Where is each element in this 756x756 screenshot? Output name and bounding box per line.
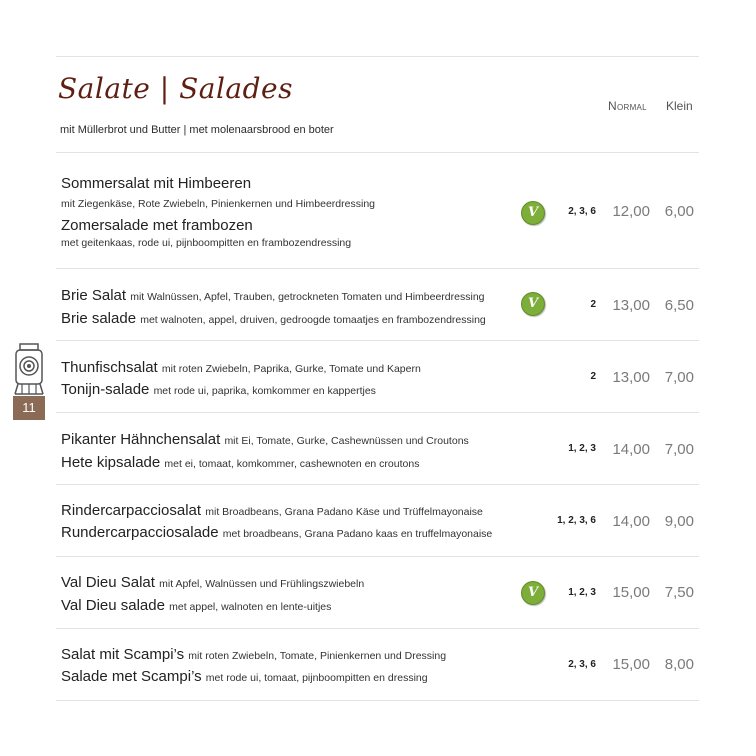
item-name-nl: Brie salade met walnoten, appel, druiven, gedroogde tomaatjes en frambozendressing xyxy=(61,310,486,327)
item-price-normal: 13,00 xyxy=(612,297,650,314)
item-name-nl: Salade met Scampi’s met rode ui, tomaat, pijnboompitten en dressing xyxy=(61,668,428,685)
item-allergens: 2, 3, 6 xyxy=(568,206,596,217)
item-name-de: Thunfischsalat mit roten Zwiebeln, Paprika, Gurke, Tomate und Kapern xyxy=(61,359,421,376)
item-price-normal: 15,00 xyxy=(612,656,650,673)
column-header-klein: Klein xyxy=(666,99,693,113)
divider xyxy=(56,56,699,57)
item-name-nl: Tonijn-salade met rode ui, paprika, komkommer en kappertjes xyxy=(61,381,376,398)
item-allergens: 1, 2, 3 xyxy=(568,443,596,454)
item-price-klein: 9,00 xyxy=(664,513,694,530)
divider xyxy=(56,412,699,413)
item-name-nl: Hete kipsalade met ei, tomaat, komkommer, cashewnoten en croutons xyxy=(61,454,420,471)
item-price-klein: 7,50 xyxy=(664,584,694,601)
item-name-de: Val Dieu Salat mit Apfel, Walnüssen und Frühlingszwiebeln xyxy=(61,574,365,591)
item-allergens: 2 xyxy=(590,299,596,310)
item-desc-de: mit Ziegenkäse, Rote Zwiebeln, Pinienkernen und Himbeerdressing xyxy=(61,198,375,210)
vegetarian-icon: V xyxy=(521,292,545,316)
vegetarian-icon: V xyxy=(521,581,545,605)
page-tab xyxy=(13,342,45,420)
item-price-klein: 6,50 xyxy=(664,297,694,314)
divider xyxy=(56,340,699,341)
item-name-de: Pikanter Hähnchensalat mit Ei, Tomate, Gurke, Cashewnüssen und Croutons xyxy=(61,431,469,448)
item-name-nl: Zomersalade met frambozen xyxy=(61,217,253,234)
item-price-normal: 14,00 xyxy=(612,441,650,458)
item-desc-nl: met geitenkaas, rode ui, pijnboompitten en frambozendressing xyxy=(61,237,352,249)
item-price-klein: 7,00 xyxy=(664,369,694,386)
item-allergens: 2, 3, 6 xyxy=(568,659,596,670)
item-price-normal: 15,00 xyxy=(612,584,650,601)
divider xyxy=(56,484,699,485)
vegetarian-icon: V xyxy=(521,201,545,225)
divider xyxy=(56,628,699,629)
item-price-klein: 7,00 xyxy=(664,441,694,458)
item-name-de: Brie Salat mit Walnüssen, Apfel, Trauben, getrockneten Tomaten und Himbeerdressing xyxy=(61,287,485,304)
divider xyxy=(56,700,699,701)
item-allergens: 1, 2, 3 xyxy=(568,587,596,598)
section-subtitle: mit Müllerbrot und Butter | met molenaarsbrood en boter xyxy=(60,124,334,136)
item-price-normal: 13,00 xyxy=(612,369,650,386)
divider xyxy=(56,556,699,557)
locomotive-icon xyxy=(13,342,45,398)
divider xyxy=(56,268,699,269)
item-name-de: Sommersalat mit Himbeeren xyxy=(61,175,252,192)
item-price-klein: 6,00 xyxy=(664,203,694,220)
item-price-normal: 14,00 xyxy=(612,513,650,530)
item-price-normal: 12,00 xyxy=(612,203,650,220)
item-allergens: 2 xyxy=(590,371,596,382)
item-name-nl: Val Dieu salade met appel, walnoten en lente-uitjes xyxy=(61,597,332,614)
item-name-de: Rindercarpacciosalat mit Broadbeans, Grana Padano Käse und Trüffelmayonaise xyxy=(61,502,483,519)
divider xyxy=(56,152,699,153)
item-name-nl: Rundercarpacciosalade met broadbeans, Grana Padano kaas en truffelmayonaise xyxy=(61,524,493,541)
page-number: 11 xyxy=(13,396,45,420)
column-header-normal: Normal xyxy=(608,99,647,113)
item-price-klein: 8,00 xyxy=(664,656,694,673)
item-allergens: 1, 2, 3, 6 xyxy=(557,515,596,526)
item-name-de: Salat mit Scampi’s mit roten Zwiebeln, Tomate, Pinienkernen und Dressing xyxy=(61,646,447,663)
section-title: Salate | Salades xyxy=(58,72,293,105)
